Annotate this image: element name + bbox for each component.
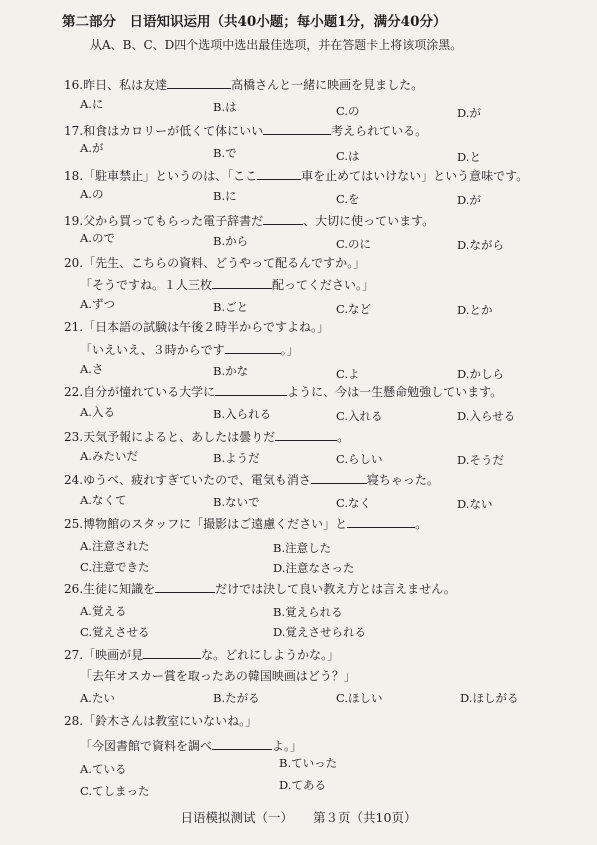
option-a: A.に (80, 97, 104, 111)
option-a: A.が (80, 141, 104, 155)
page-number: 第３页（共10页） (313, 810, 417, 825)
exam-name: 日语模拟测试（一） (180, 810, 294, 825)
option-a: A.さ (80, 362, 104, 376)
answer-blank (212, 737, 272, 750)
option-d: D.注意なさった (273, 561, 355, 575)
option-d: D.と (457, 150, 481, 164)
answer-blank (263, 212, 303, 225)
question-21-line2: 「いえいえ、３時からです 。」 (80, 343, 299, 357)
option-b: B.かな (213, 364, 249, 378)
answer-blank (275, 428, 337, 441)
question-16: 16.昨日、私は友達 高橋さんと一緒に映画を見ました。 (64, 78, 424, 92)
option-a: A.たい (80, 691, 115, 705)
option-d: D.てある (279, 778, 326, 792)
question-22: 22.自分が憧れている大学に ように、今は一生懸命勉強しています。 (64, 385, 503, 399)
option-a: A.入る (80, 405, 115, 419)
option-c: C.ほしい (336, 691, 383, 705)
option-c: C.らしい (336, 452, 383, 466)
option-b: B.に (213, 189, 237, 203)
option-a: A.覚える (80, 604, 127, 618)
answer-blank (263, 122, 331, 135)
question-25: 25.博物館のスタッフに「撮影はご遠慮ください」と 。 (64, 517, 428, 531)
option-a: A.ている (80, 762, 127, 776)
option-d: D.入らせる (457, 409, 516, 423)
answer-blank (347, 515, 415, 528)
option-a: A.ので (80, 231, 115, 245)
option-d: D.ながら (457, 238, 504, 252)
question-27-line2: 「去年オスカー賞を取ったあの韓国映画はどう？」 (80, 669, 356, 683)
question-20-line2: 「そうですね。１人三枚 配ってください。」 (80, 278, 375, 292)
page-footer (0, 808, 597, 826)
question-28: 28.「鈴木さんは教室にいないね。」 (64, 714, 258, 728)
option-d: D.とか (457, 303, 493, 317)
option-c: C.の (336, 104, 360, 118)
option-b: B.ようだ (213, 451, 260, 465)
instruction-text: 从A、B、C、D四个选项中选出最佳选项，并在答题卡上将该项涂黑。 (90, 38, 463, 52)
question-27: 27.「映画が見 な。どれにしようかな。」 (64, 648, 340, 662)
option-c: C.入れる (336, 409, 383, 423)
option-c: C.てしまった (80, 784, 150, 798)
option-b: B.たがる (213, 691, 260, 705)
option-d: D.ない (457, 497, 493, 511)
option-c: C.よ (336, 367, 360, 381)
option-a: A.ずつ (80, 297, 115, 311)
option-c: C.のに (336, 237, 372, 251)
option-c: C.なく (336, 496, 372, 510)
question-26: 26.生徒に知識を だけでは決して良い教え方とは言えません。 (64, 582, 456, 596)
question-24: 24.ゆうべ、疲れすぎていたので、電気も消さ 寝ちゃった。 (64, 473, 439, 487)
option-d: D.が (457, 106, 481, 120)
answer-blank (311, 471, 367, 484)
option-b: B.ないで (213, 495, 260, 509)
option-b: B.ごと (213, 300, 249, 314)
section-title: 第二部分 日语知识运用（共40小题；每小题1分，满分40分） (62, 14, 447, 30)
answer-blank (215, 383, 287, 396)
option-a: A.注意された (80, 539, 150, 553)
option-d: D.が (457, 193, 481, 207)
option-b: B.入られる (213, 407, 272, 421)
option-b: B.から (213, 234, 249, 248)
question-21: 21.「日本語の試験は午後２時半からですよね。」 (64, 320, 329, 334)
question-23: 23.天気予報によると、あしたは曇りだ 。 (64, 430, 350, 444)
option-b: B.ていった (279, 756, 338, 770)
option-d: D.かしら (457, 367, 504, 381)
question-18: 18.「駐車禁止」というのは、「ここ 車を止めてはいけない」という意味です。 (64, 169, 529, 183)
answer-blank (257, 167, 301, 180)
question-19: 19.父から買ってもらった電子辞書だ 、大切に使っています。 (64, 214, 435, 228)
answer-blank (225, 341, 281, 354)
option-c: C.を (336, 192, 360, 206)
answer-blank (155, 580, 215, 593)
answer-blank (167, 76, 231, 89)
option-d: D.覚えさせられる (273, 625, 366, 639)
question-20: 20.「先生、こちらの資料、どうやって配るんですか。」 (64, 256, 366, 270)
option-a: A.みたいだ (80, 449, 138, 463)
option-d: D.ほしがる (460, 691, 519, 705)
option-c: C.覚えさせる (80, 625, 150, 639)
answer-blank (143, 646, 201, 659)
option-c: C.は (336, 149, 360, 163)
question-17: 17.和食はカロリーが低くて体にいい 考えられている。 (64, 124, 428, 138)
option-d: D.そうだ (457, 453, 504, 467)
option-b: B.は (213, 100, 237, 114)
answer-blank (212, 276, 272, 289)
option-b: B.で (213, 146, 237, 160)
option-a: A.なくて (80, 493, 127, 507)
option-b: B.注意した (273, 541, 332, 555)
option-c: C.注意できた (80, 560, 150, 574)
question-28-line2: 「今図書館で資料を調べ よ。」 (80, 739, 303, 753)
option-b: B.覚えられる (273, 605, 343, 619)
option-c: C.など (336, 302, 372, 316)
option-a: A.の (80, 187, 104, 201)
